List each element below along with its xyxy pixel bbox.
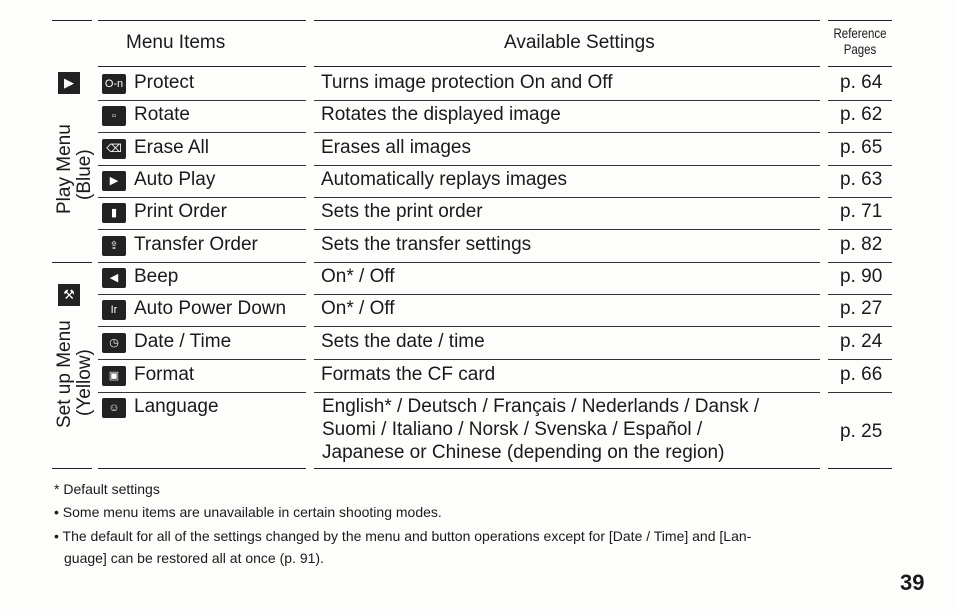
note-unavailable-items: • Some menu items are unavailable in certain shooting modes. xyxy=(54,504,442,520)
note-default-settings: * Default settings xyxy=(54,481,160,497)
key-icon: O-n xyxy=(102,74,126,94)
row-divider xyxy=(828,326,892,327)
row-divider xyxy=(314,262,820,263)
row-divider xyxy=(828,132,892,133)
menu-item-label: Auto Play xyxy=(134,169,216,190)
row-divider xyxy=(98,165,306,166)
reference-page: p. 62 xyxy=(840,104,883,125)
header-reference-pages xyxy=(827,25,893,57)
row-divider xyxy=(828,359,892,360)
rotate-icon: ▫ xyxy=(102,106,126,126)
setting-description-line: Japanese or Chinese (depending on the region) xyxy=(322,442,725,463)
reference-page: p. 64 xyxy=(840,72,883,93)
row-divider xyxy=(98,392,306,393)
setting-description: Turns image protection On and Off xyxy=(321,72,613,93)
row-divider xyxy=(314,132,820,133)
menu-item-label: Erase All xyxy=(134,137,209,158)
reference-page: p. 66 xyxy=(840,364,883,385)
row-divider xyxy=(828,165,892,166)
speaker-icon: ◀ xyxy=(102,268,126,288)
row-divider xyxy=(314,359,820,360)
power-down-icon: Ir xyxy=(102,300,126,320)
row-divider xyxy=(828,392,892,393)
row-divider xyxy=(828,229,892,230)
header-menu-items: Menu Items xyxy=(126,32,226,53)
setting-description: Automatically replays images xyxy=(321,169,568,190)
setting-description-line: Suomi / Italiano / Norsk / Svenska / Español / xyxy=(322,419,703,440)
setting-description-line: English* / Deutsch / Français / Nederlands / Dansk / xyxy=(322,396,760,417)
page-number: 39 xyxy=(900,570,925,595)
setting-description: Sets the date / time xyxy=(321,331,485,352)
menu-item-label: Format xyxy=(134,364,195,385)
card-icon: ▣ xyxy=(102,366,126,386)
row-divider xyxy=(98,197,306,198)
setup-tools-icon: ⚒ xyxy=(58,284,80,306)
setup-menu-label-line2: (Yellow) xyxy=(74,349,95,416)
setting-description: Sets the transfer settings xyxy=(321,234,532,255)
slideshow-icon: ▶ xyxy=(102,171,126,191)
clock-icon: ◷ xyxy=(102,333,126,353)
setup-menu-label xyxy=(54,320,96,428)
menu-item-label: Auto Power Down xyxy=(134,298,287,319)
row-divider xyxy=(314,294,820,295)
reference-page: p. 24 xyxy=(840,331,883,352)
row-divider xyxy=(828,294,892,295)
header-reference-line2: Pages xyxy=(843,41,877,57)
row-divider xyxy=(98,262,306,263)
menu-item-label: Transfer Order xyxy=(134,234,258,255)
row-divider xyxy=(314,392,820,393)
row-divider xyxy=(98,359,306,360)
row-divider xyxy=(828,262,892,263)
setting-description: Rotates the displayed image xyxy=(321,104,561,125)
menu-item-label: Language xyxy=(134,396,219,417)
row-divider xyxy=(314,229,820,230)
reference-page: p. 27 xyxy=(840,298,883,319)
row-divider xyxy=(98,229,306,230)
reference-page: p. 65 xyxy=(840,137,883,158)
row-divider xyxy=(314,197,820,198)
header-available-settings: Available Settings xyxy=(504,32,655,53)
play-menu-label xyxy=(54,124,96,214)
play-menu-label-line1: Play Menu xyxy=(54,124,75,214)
reference-page: p. 25 xyxy=(840,421,883,442)
menu-item-label: Print Order xyxy=(134,201,227,222)
reference-page: p. 63 xyxy=(840,169,883,190)
print-icon: ▮ xyxy=(102,203,126,223)
row-divider xyxy=(314,326,820,327)
row-divider xyxy=(98,326,306,327)
play-menu-label-line2: (Blue) xyxy=(74,149,95,200)
header-reference-line1: Reference xyxy=(833,25,887,41)
setting-description: Erases all images xyxy=(321,137,471,158)
row-divider xyxy=(98,132,306,133)
row-divider xyxy=(828,197,892,198)
setting-description: Formats the CF card xyxy=(321,364,496,385)
play-triangle-icon: ▶ xyxy=(58,72,80,94)
row-divider xyxy=(314,165,820,166)
setting-description: Sets the print order xyxy=(321,201,483,222)
reference-page: p. 82 xyxy=(840,234,883,255)
row-divider xyxy=(828,100,892,101)
setting-description: On* / Off xyxy=(321,266,395,287)
menu-item-label: Protect xyxy=(134,72,195,93)
note-restore-defaults-line2: guage] can be restored all at once (p. 91). xyxy=(64,550,324,566)
trash-icon: ⌫ xyxy=(102,139,126,159)
menu-item-label: Date / Time xyxy=(134,331,232,352)
reference-page: p. 71 xyxy=(840,201,883,222)
reference-page: p. 90 xyxy=(840,266,883,287)
row-divider xyxy=(314,100,820,101)
menu-item-label: Beep xyxy=(134,266,179,287)
row-divider xyxy=(98,294,306,295)
menu-item-label: Rotate xyxy=(134,104,190,125)
language-icon: ☺ xyxy=(102,398,126,418)
setting-description: On* / Off xyxy=(321,298,395,319)
setup-menu-label-line1: Set up Menu xyxy=(54,320,75,428)
note-restore-defaults-line1: • The default for all of the settings changed by the menu and button operations except for [Date / Time] and [Lan- xyxy=(54,528,752,544)
transfer-icon: ⇪ xyxy=(102,236,126,256)
row-divider xyxy=(98,100,306,101)
